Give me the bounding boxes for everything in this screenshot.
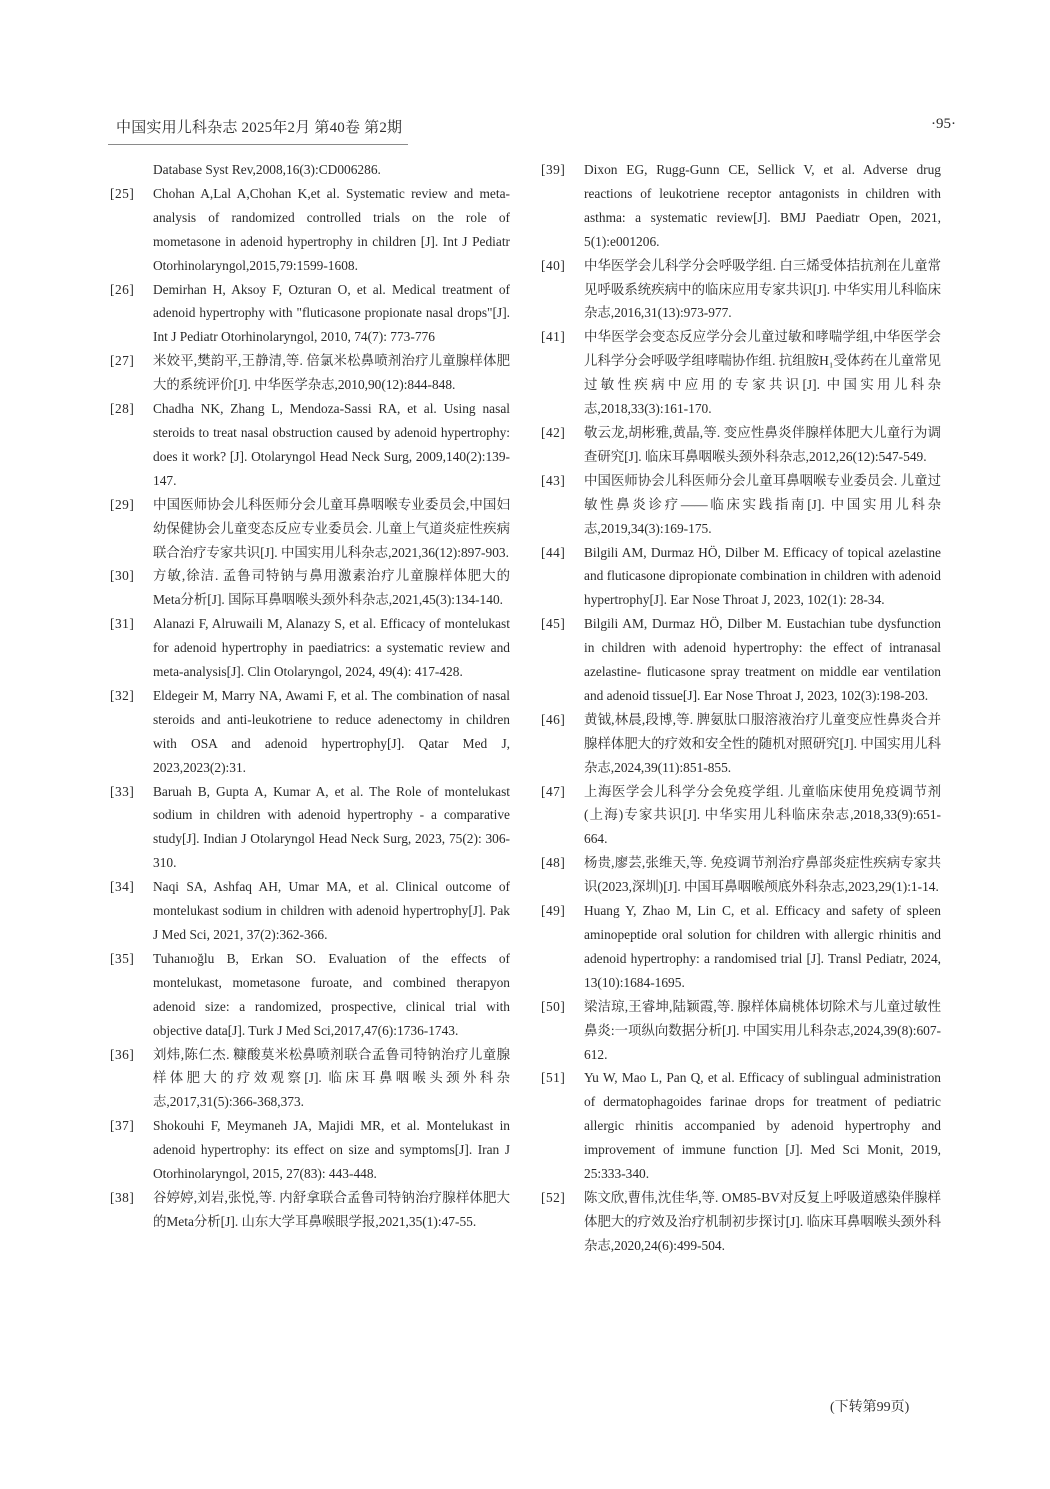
left-column-references — [110, 158, 510, 1234]
reference-number: [26] — [110, 281, 135, 297]
reference-text: 中华医学会儿科学分会呼吸学组. 白三烯受体拮抗剂在儿童常见呼吸系统疾病中的临床应用专家共识[J]. 中华实用儿科临床杂志,2016,31(13):973-977. — [584, 257, 941, 321]
reference-text: Tuhanıoğlu B, Erkan SO. Evaluation of the effects of montelukast, mometasone furoate, and combined therapyon adenoid size: a randomized, prospective, clinical trial with objective data[J]. Turk J Med Sci,2017,47(6):1736-1743. — [153, 950, 510, 1038]
reference-number: [40] — [541, 257, 566, 273]
reference-number: [48] — [541, 855, 566, 871]
reference-number: [35] — [110, 950, 135, 966]
reference-text: Shokouhi F, Meymaneh JA, Majidi MR, et al. Montelukast in adenoid hypertrophy: its effect on size and symptoms[J]. Iran J Otorhinolaryngol, 2015, 27(83): 443-448. — [153, 1118, 510, 1182]
journal-issue-title: 中国实用儿科杂志 2025年2月 第40卷 第2期 — [116, 120, 403, 136]
reference-number: [31] — [110, 616, 135, 632]
reference-item — [541, 780, 941, 852]
reference-text: Bilgili AM, Durmaz HÖ, Dilber M. Eustachian tube dysfunction in children with adenoid hypertrophy: the effect of intranasal azelastine- fluticasone spray treatment on middle ear ventilation and adenoid tissue[J]. Ear Nose Throat J, 2023, 102(3):198-203. — [584, 616, 941, 703]
reference-item — [541, 421, 941, 469]
reference-text: Eldegeir M, Marry NA, Awami F, et al. The combination of nasal steroids and anti-leukotriene to reduce adenectomy in children with OSA and adenoid hypertrophy[J]. Qatar Med J, 2023,2023(2):31. — [153, 687, 510, 775]
reference-item — [110, 1186, 510, 1234]
reference-item — [110, 278, 510, 350]
reference-number: [32] — [110, 687, 135, 703]
reference-number: [37] — [110, 1118, 135, 1134]
reference-text: Yu W, Mao L, Pan Q, et al. Efficacy of sublingual administration of dermatophagoides farinae drops for treatment of pediatric allergic rhinitis accompanied by adenoid hypertrophy and improvement of immune function [J]. Med Sci Monit, 2019, 25:333-340. — [584, 1070, 941, 1182]
reference-number: [51] — [541, 1070, 566, 1086]
reference-item — [541, 469, 941, 541]
reference-text: 杨贵,廖芸,张维天,等. 免疫调节剂治疗鼻部炎症性疾病专家共识(2023,深圳)[J]. 中国耳鼻咽喉颅底外科杂志,2023,29(1):1-14. — [584, 855, 941, 895]
reference-item — [541, 708, 941, 780]
reference-item — [541, 995, 941, 1067]
reference-item — [110, 947, 510, 1043]
reference-item — [110, 397, 510, 493]
reference-item — [541, 851, 941, 899]
reference-item — [541, 541, 941, 613]
reference-item — [541, 1186, 941, 1258]
reference-text: Dixon EG, Rugg-Gunn CE, Sellick V, et al. Adverse drug reactions of leukotriene receptor antagonists in children with asthma: a systematic review[J]. BMJ Paediatr Open, 2021, 5(1):e001206. — [584, 162, 941, 249]
reference-text: 方敏,徐洁. 孟鲁司特钠与鼻用激素治疗儿童腺样体肥大的Meta分析[J]. 国际耳鼻咽喉头颈外科杂志,2021,45(3):134-140. — [153, 568, 510, 608]
reference-text: 谷婷婷,刘岩,张悦,等. 内舒拿联合孟鲁司特钠治疗腺样体肥大的Meta分析[J]. 山东大学耳鼻喉眼学报,2021,35(1):47-55. — [153, 1189, 510, 1229]
reference-number: [45] — [541, 616, 566, 632]
header-divider — [108, 144, 408, 145]
reference-list-left — [110, 182, 510, 1234]
reference-number: [30] — [110, 568, 135, 584]
reference-item — [110, 612, 510, 684]
reference-number: [28] — [110, 401, 135, 417]
reference-number: [41] — [541, 329, 566, 345]
reference-number: [42] — [541, 424, 566, 440]
reference-list-right — [541, 158, 941, 1258]
reference-text: 中国医师协会儿科医师分会儿童耳鼻咽喉专业委员会,中国妇幼保健协会儿童变态反应专业委员会. 儿童上气道炎症性疾病联合治疗专家共识[J]. 中国实用儿科杂志,2021,36(12):897-903. — [153, 496, 510, 560]
reference-text: 陈文欣,曹伟,沈佳华,等. OM85-BV对反复上呼吸道感染伴腺样体肥大的疗效及治疗机制初步探讨[J]. 临床耳鼻咽喉头颈外科杂志,2020,24(6):499-504. — [584, 1189, 941, 1253]
reference-text: 米姣平,樊韵平,王静清,等. 倍氯米松鼻喷剂治疗儿童腺样体肥大的系统评价[J]. 中华医学杂志,2010,90(12):844-848. — [153, 353, 510, 393]
reference-item — [541, 254, 941, 326]
reference-item — [110, 875, 510, 947]
reference-number: [52] — [541, 1189, 566, 1205]
reference-number: [43] — [541, 472, 566, 488]
reference-item — [110, 564, 510, 612]
reference-text: 中国医师协会儿科医师分会儿童耳鼻咽喉专业委员会. 儿童过敏性鼻炎诊疗——临床实践指南[J]. 中国实用儿科杂志,2019,34(3):169-175. — [584, 472, 941, 536]
reference-item — [541, 1066, 941, 1186]
reference-number: [50] — [541, 998, 566, 1014]
reference-text: 中华医学会变态反应学分会儿童过敏和哮喘学组,中华医学会儿科学分会呼吸学组哮喘协作组. 抗组胺H₁受体药在儿童常见过敏性疾病中应用的专家共识[J]. 中国实用儿科杂志,2018,33(3):161-170. — [584, 329, 941, 417]
reference-text: 刘炜,陈仁杰. 糠酸莫米松鼻喷剂联合孟鲁司特钠治疗儿童腺样体肥大的疗效观察[J]. 临床耳鼻咽喉头颈外科杂志,2017,31(5):366-368,373. — [153, 1046, 510, 1110]
reference-number: [29] — [110, 496, 135, 512]
reference-item — [541, 325, 941, 421]
reference-item — [110, 1043, 510, 1115]
reference-text: Database Syst Rev,2008,16(3):CD006286. — [153, 162, 381, 177]
reference-item — [110, 493, 510, 565]
reference-text: Bilgili AM, Durmaz HÖ, Dilber M. Efficacy of topical azelastine and fluticasone dipropionate combination in children with adenoid hypertrophy[J]. Ear Nose Throat J, 2023, 102(1): 28-34. — [584, 544, 941, 608]
reference-number: [33] — [110, 783, 135, 799]
reference-number: [25] — [110, 185, 135, 201]
reference-text: 敬云龙,胡彬雅,黄晶,等. 变应性鼻炎伴腺样体肥大儿童行为调查研究[J]. 临床耳鼻咽喉头颈外科杂志,2012,26(12):547-549. — [584, 424, 941, 464]
reference-item — [110, 780, 510, 876]
reference-text: 上海医学会儿科学分会免疫学组. 儿童临床使用免疫调节剂(上海)专家共识[J]. 中华实用儿科临床杂志,2018,33(9):651-664. — [584, 783, 941, 847]
reference-item — [541, 899, 941, 995]
reference-text: Chohan A,Lal A,Chohan K,et al. Systematic review and meta-analysis of randomized controlled trials on the role of mometasone in adenoid hypertrophy in children [J]. Int J Pediatr Otorhinolaryngol,2015,79:1599-1608. — [153, 185, 510, 273]
reference-text: 黄钺,林晨,段博,等. 脾氨肽口服溶液治疗儿童变应性鼻炎合并腺样体肥大的疗效和安全性的随机对照研究[J]. 中国实用儿科杂志,2024,39(11):851-855. — [584, 711, 941, 775]
reference-number: [27] — [110, 353, 135, 369]
reference-text: Chadha NK, Zhang L, Mendoza-Sassi RA, et al. Using nasal steroids to treat nasal obstruction caused by adenoid hypertrophy: does it work? [J]. Otolaryngol Head Neck Surg, 2009,140(2):139-147. — [153, 401, 510, 488]
reference-item — [110, 1114, 510, 1186]
reference-number: [36] — [110, 1046, 135, 1062]
reference-text: Huang Y, Zhao M, Lin C, et al. Efficacy and safety of spleen aminopeptide oral solution for children with allergic rhinitis and adenoid hypertrophy: a randomised trial [J]. Transl Pediatr, 2024, 13(10):1684-1695. — [584, 903, 941, 990]
reference-text: Baruah B, Gupta A, Kumar A, et al. The Role of montelukast sodium in children with adenoid hypertrophy - a comparative study[J]. Indian J Otolaryngol Head Neck Surg, 2023, 75(2): 306-310. — [153, 783, 510, 871]
reference-item — [541, 612, 941, 708]
reference-number: [34] — [110, 879, 135, 895]
reference-number: [39] — [541, 162, 566, 177]
reference-number: [47] — [541, 783, 566, 799]
reference-item — [541, 158, 941, 254]
right-column-references — [541, 158, 941, 1258]
reference-item — [110, 684, 510, 780]
reference-number: [44] — [541, 544, 566, 560]
reference-number: [46] — [541, 711, 566, 727]
reference-text: Alanazi F, Alruwaili M, Alanazy S, et al. Efficacy of montelukast for adenoid hypertrophy in paediatrics: a systematic review and meta-analysis[J]. Clin Otolaryngol, 2024, 49(4): 417-428. — [153, 616, 510, 680]
reference-continued — [110, 158, 510, 182]
reference-item — [110, 182, 510, 278]
reference-text: 梁洁琼,王睿坤,陆颖霞,等. 腺样体扁桃体切除术与儿童过敏性鼻炎:一项纵向数据分析[J]. 中国实用儿科杂志,2024,39(8):607-612. — [584, 998, 941, 1062]
page-number: ·95· — [931, 116, 956, 132]
reference-number: [38] — [110, 1189, 135, 1205]
continuation-note: (下转第99页) — [830, 1400, 910, 1415]
reference-item — [110, 349, 510, 397]
reference-text: Demirhan H, Aksoy F, Ozturan O, et al. Medical treatment of adenoid hypertrophy with "fluticasone propionate nasal drops"[J]. Int J Pediatr Otorhinolaryngol, 2010, 74(7): 773-776 — [153, 281, 510, 345]
reference-text: Naqi SA, Ashfaq AH, Umar MA, et al. Clinical outcome of montelukast sodium in children with adenoid hypertrophy[J]. Pak J Med Sci, 2021, 37(2):362-366. — [153, 879, 510, 942]
reference-number: [49] — [541, 903, 566, 919]
